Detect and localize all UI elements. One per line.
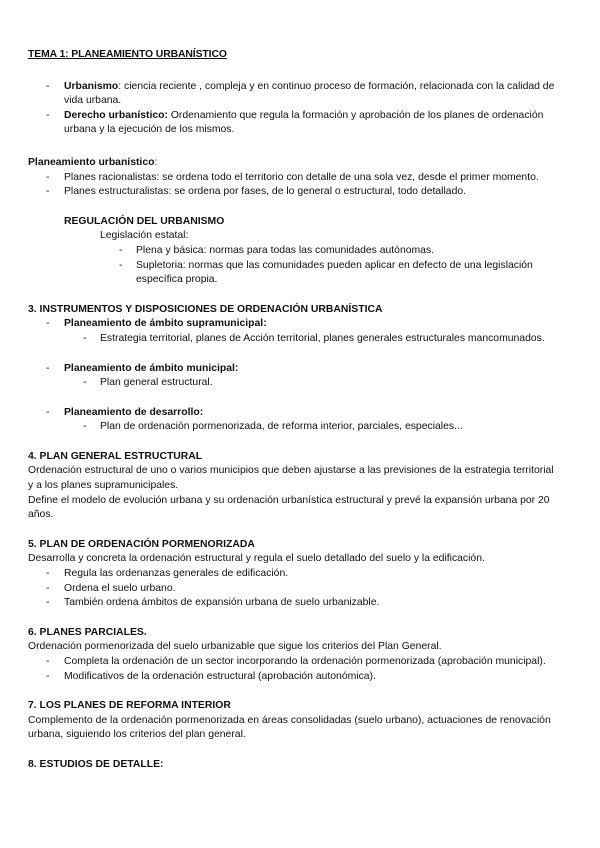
list-item: - Completa la ordenación de un sector incorporando la ordenación pormenorizada (aprobación municipal).	[28, 655, 560, 670]
section-8-heading: 8. ESTUDIOS DE DETALLE:	[28, 758, 164, 770]
definition: Ordenamiento que regula la formación y aprobación de los planes de ordenación urbana y la ejecución de los mismos.	[64, 109, 544, 136]
regulacion-list	[28, 244, 560, 288]
list-item: - Ordena el suelo urbano.	[28, 582, 560, 597]
regulacion-heading: REGULACIÓN DEL URBANISMO	[64, 215, 225, 227]
s3-group-list	[28, 317, 560, 346]
s3-group-municipal: - Planeamiento de ámbito municipal: - Plan general estructural.	[28, 362, 560, 391]
section-4-paragraph: Ordenación estructural de uno o varios municipios que deben ajustarse a las previsiones de la estrategia territorial y a los planes supramunicipales.	[28, 465, 554, 492]
list-item: - También ordena ámbitos de expansión urbana de suelo urbanizable.	[28, 596, 560, 611]
planeamiento-heading: Planeamiento urbanístico:	[28, 156, 158, 168]
intro-list	[28, 80, 560, 138]
s6-list	[28, 655, 560, 684]
s3-group-supramunicipal: - Planeamiento de ámbito supramunicipal: - Estrategia territorial, planes de Acción territorial, planes generales estructurales mancomunados.	[28, 317, 560, 346]
section-6-paragraph: Ordenación pormenorizada del suelo urbanizable que sigue los criterios del Plan General.	[28, 641, 442, 653]
term: Derecho urbanístico:	[64, 109, 168, 121]
section-6-heading: 6. PLANES PARCIALES.	[28, 626, 147, 638]
list-item: - Estrategia territorial, planes de Acción territorial, planes generales estructurales mancomunados.	[28, 332, 560, 347]
list-item: - Plan de ordenación pormenorizada, de reforma interior, parciales, especiales...	[28, 420, 560, 435]
list-item: - Supletoria: normas que las comunidades pueden aplicar en defecto de una legislación específica propia.	[28, 259, 560, 288]
regulacion-sub: Legislación estatal:	[100, 230, 189, 242]
section-4-heading: 4. PLAN GENERAL ESTRUCTURAL	[28, 450, 203, 462]
list-item: - Plena y básica: normas para todas las comunidades autónomas.	[28, 244, 560, 259]
s5-list	[28, 567, 560, 611]
list-item: - Planes racionalistas: se ordena todo el territorio con detalle de una sola vez, desde el primer momento.	[28, 171, 560, 186]
list-item	[28, 80, 560, 109]
section-7-heading: 7. LOS PLANES DE REFORMA INTERIOR	[28, 700, 231, 712]
term: Urbanismo	[64, 80, 119, 92]
page-title: TEMA 1: PLANEAMIENTO URBANÍSTICO	[28, 49, 227, 60]
section-7-paragraph: Complemento de la ordenación pormenorizada en áreas consolidadas (suelo urbano), actuaciones de renovación urbana, siguiendo los criterios del plan general.	[28, 714, 551, 741]
section-5-heading: 5. PLAN DE ORDENACIÓN PORMENORIZADA	[28, 538, 255, 550]
planeamiento-list	[28, 171, 560, 200]
list-item: - Planes estructuralistas: se ordena por fases, de lo general o estructural, todo detallado.	[28, 185, 560, 200]
s3-group-desarrollo: - Planeamiento de desarrollo: - Plan de ordenación pormenorizada, de reforma interior, parciales, especiales...	[28, 406, 560, 435]
list-item	[28, 109, 560, 138]
section-5-paragraph: Desarrolla y concreta la ordenación estructural y regula el suelo detallado del suelo y la edificación.	[28, 553, 485, 565]
list-item: - Plan general estructural.	[28, 376, 560, 391]
section-3-heading: 3. INSTRUMENTOS Y DISPOSICIONES DE ORDENACIÓN URBANÍSTICA	[28, 303, 383, 315]
list-item: - Modificativos de la ordenación estructural (aprobación autonómica).	[28, 670, 560, 685]
section-4-paragraph: Define el modelo de evolución urbana y su ordenación urbanística estructural y prevé la expansión urbana por 20 años.	[28, 494, 550, 521]
list-item: - Regula las ordenanzas generales de edificación.	[28, 567, 560, 582]
definition: : ciencia reciente , compleja y en continuo proceso de formación, relacionada con la calidad de vida urbana.	[64, 80, 555, 107]
